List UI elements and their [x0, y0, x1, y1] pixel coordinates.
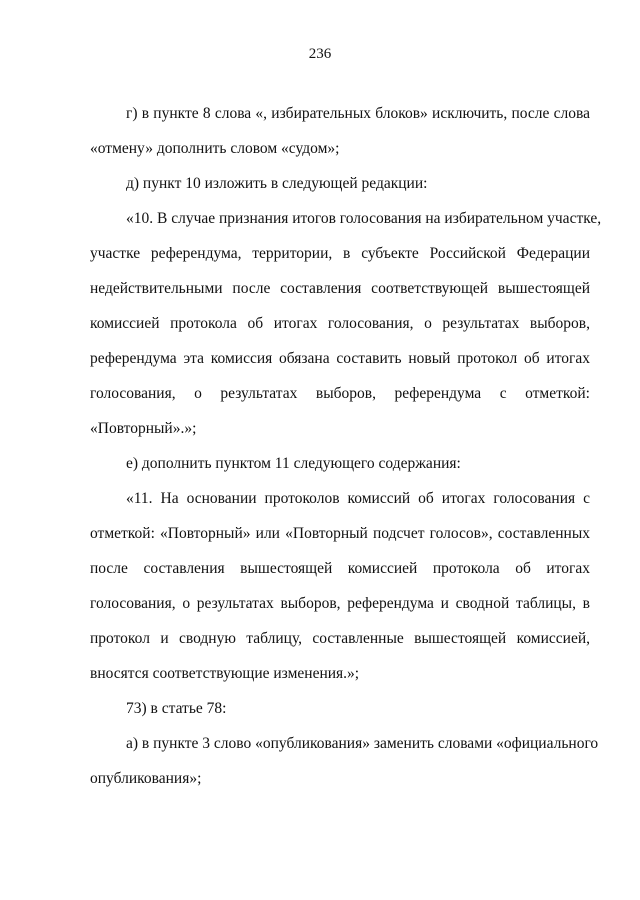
text-line: «11. На основании протоколов комиссий об итогах голосования с: [126, 490, 590, 507]
text-line: е) дополнить пунктом 11 следующего содержания:: [126, 455, 461, 472]
text-line: голосования, о результатах выборов, референдума и сводной таблицы, в: [90, 595, 590, 612]
text-line: г) в пункте 8 слова «, избирательных блоков» исключить, после слова: [126, 105, 590, 122]
text-line: «10. В случае признания итогов голосования на избирательном участке,: [126, 210, 602, 227]
page-number: 236: [308, 46, 332, 62]
text-line: протокол и сводную таблицу, составленные вышестоящей комиссией,: [90, 630, 590, 647]
text-line: 73) в статье 78:: [126, 700, 227, 717]
text-line: комиссией протокола об итогах голосования, о результатах выборов,: [90, 315, 590, 332]
text-line: д) пункт 10 изложить в следующей редакции:: [126, 175, 428, 192]
text-line: «Повторный».»;: [90, 420, 197, 437]
text-line: недействительными после составления соответствующей вышестоящей: [90, 280, 590, 297]
text-line: вносятся соответствующие изменения.»;: [90, 665, 360, 682]
text-line: референдума эта комиссия обязана составить новый протокол об итогах: [90, 350, 590, 367]
text-line: участке референдума, территории, в субъекте Российской Федерации: [90, 245, 590, 262]
text-line: «отмену» дополнить словом «судом»;: [90, 140, 340, 157]
text-line: опубликования»;: [90, 770, 202, 787]
text-line: отметкой: «Повторный» или «Повторный подсчет голосов», составленных: [90, 525, 590, 542]
text-line: голосования, о результатах выборов, референдума с отметкой:: [90, 385, 590, 402]
text-line: после составления вышестоящей комиссией протокола об итогах: [90, 560, 590, 577]
text-line: а) в пункте 3 слово «опубликования» заменить словами «официального: [126, 735, 599, 752]
